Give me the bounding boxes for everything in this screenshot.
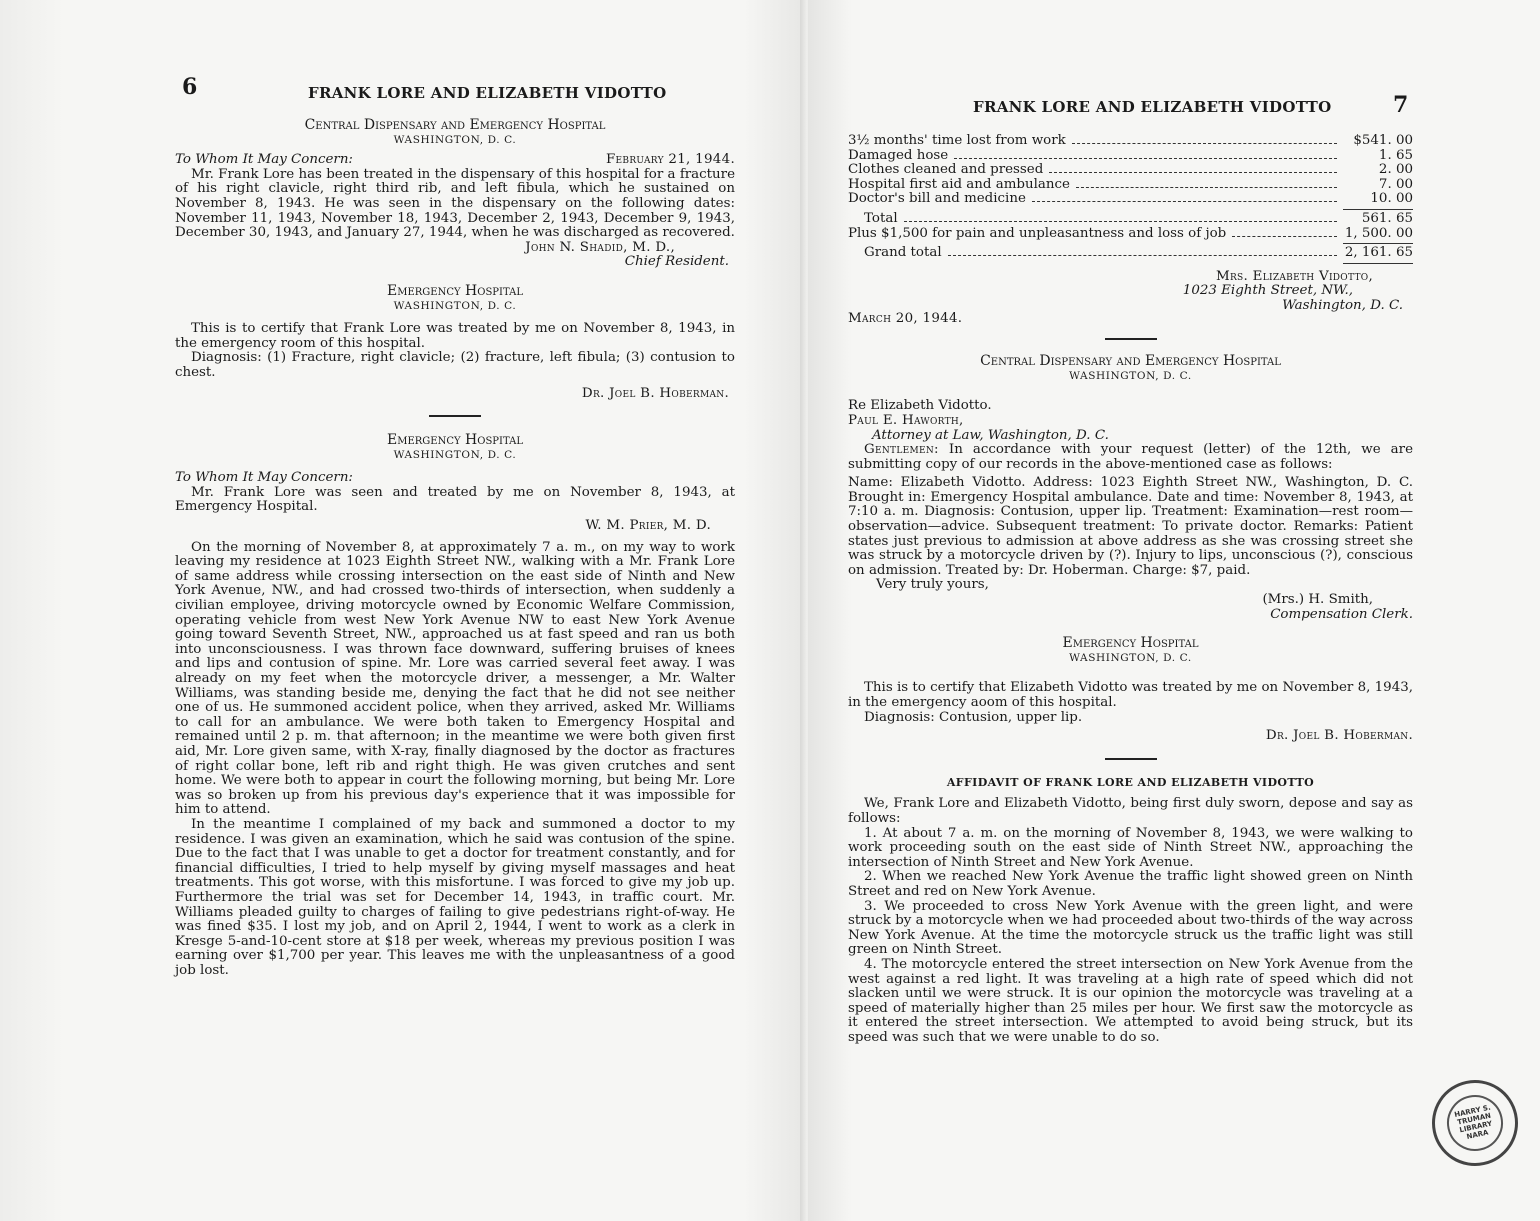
letter2-diagnosis: Diagnosis: (1) Fracture, right clavicle; (2) fracture, left fibula; (3) contusion to chest. <box>175 350 735 380</box>
statement-paragraph-2: In the meantime I complained of my back and summoned a doctor to my residence. I was given an examination, which he said was contusion of the spine. Due to the fact that I was unable to get a doctor for treatment constantly, and for financial difficulties, I tried to help myself by giving myself massages and heat treatments. This got worse, with this misfortune. I was forced to give my job up. Furthermore the trial was set for December 14, 1943, in traffic court. Mr. Williams pleaded guilty to charges of failing to give pedestrians right-of-way. He was fined $35. I lost my job, and on April 2, 1944, I went to work as a clerk in Kresge 5-and-10-cent store at $18 per week, whereas my previous position I was earning over $1,700 per year. This leaves me with the unpleasantness of a good job lost. <box>175 816 735 978</box>
claimant-name: Mrs. Elizabeth Vidotto, <box>1215 268 1373 284</box>
claim-date: March 20, 1944. <box>848 310 963 326</box>
letter1-salutation: To Whom It May Concern: <box>175 152 353 168</box>
expense-row: Doctor's bill and medicine 10. 00 <box>848 191 1413 207</box>
expense-grand-total-row: Grand total 2, 161. 65 <box>864 245 1413 261</box>
letter4-addressee: Paul E. Haworth, <box>848 412 964 428</box>
section-divider <box>429 415 481 417</box>
expense-row: Hospital first aid and ambulance 7. 00 <box>848 176 1413 192</box>
letter1-city: WASHINGTON, D. C. <box>393 133 517 146</box>
page-number: 6 <box>182 74 198 100</box>
expense-row: 3½ months' time lost from work $541. 00 <box>848 133 1413 148</box>
letter4-signer: (Mrs.) H. Smith, <box>1262 592 1373 608</box>
affidavit-heading: AFFIDAVIT OF FRANK LORE AND ELIZABETH VIDOTTO <box>946 775 1315 789</box>
letter1-signer-title: Chief Resident. <box>624 254 729 270</box>
letter4-city: WASHINGTON, D. C. <box>1069 369 1192 382</box>
expense-row: Damaged hose 1. 65 <box>848 147 1413 163</box>
letter4-addressee-title: Attorney at Law, Washington, D. C. <box>872 427 1109 443</box>
letter2-body: This is to certify that Frank Lore was treated by me on November 8, 1943, in the emergency room of this hospital. <box>175 321 735 351</box>
section-divider <box>1105 338 1157 340</box>
letter1-signer: John N. Shadid, M. D., <box>525 239 675 255</box>
letter3-salutation: To Whom It May Concern: <box>175 470 353 486</box>
letter1-date: February 21, 1944. <box>605 152 735 168</box>
letter4-record: Name: Elizabeth Vidotto. Address: 1023 Eighth Street NW., Washington, D. C. Brought in: Emergency Hospital ambulance. Date and time: November 8, 1943, at 7:10 a. m. Diagnosis: Contusion, upper lip. Treatment: Examination—rest room—observation—advice. Subsequent treatment: To private doctor. Remarks: Patient states just previous to admission at above address as she was crossing street she was struck by a motorcycle driven by (?). Injury to lips, unconscious (?), conscious on admission. Treated by: Dr. Hoberman. Charge: $7, paid. <box>848 475 1413 578</box>
right-column <box>848 134 1413 1045</box>
expense-row: Clothes cleaned and pressed 2. 00 <box>848 162 1413 178</box>
letter2-institution: Emergency Hospital <box>387 282 523 299</box>
left-column <box>175 118 735 978</box>
running-head: FRANK LORE AND ELIZABETH VIDOTTO <box>973 98 1332 116</box>
letter4-signer-title: Compensation Clerk. <box>1270 606 1413 622</box>
letter4-re: Re Elizabeth Vidotto. <box>848 398 992 414</box>
section-divider <box>1105 758 1157 760</box>
letter1-body: Mr. Frank Lore has been treated in the dispensary of this hospital for a fracture of his right clavicle, right third rib, and left fibula, which he sustained on November 8, 1943. He was seen in the dispensary on the following dates: November 11, 1943, November 18, 1943, December 2, 1943, December 9, 1943, December 30, 1943, and January 27, 1944, when he was discharged as recovered. <box>175 166 735 241</box>
letter1-institution: Central Dispensary and Emergency Hospital <box>304 117 606 133</box>
letter5-institution: Emergency Hospital <box>1062 635 1199 652</box>
stamp-text: HARRY S. TRUMAN LIBRARY NARA <box>1453 1103 1493 1141</box>
running-head: FRANK LORE AND ELIZABETH VIDOTTO <box>308 84 667 102</box>
statement-paragraph-1: On the morning of November 8, at approximately 7 a. m., on my way to work leaving my residence at 1023 Eighth Street NW., walking with a Mr. Frank Lore of same address while crossing intersection on the east side of Ninth and New York Avenue, NW., and had crossed two-thirds of intersection, when suddenly a civilian employee, driving motorcycle owned by Economic Welfare Commission, operating vehicle from west New York Avenue NW to east New York Avenue going toward Seventh Street, NW., approached us at fast speed and ran us both into unconsciousness. I was thrown face downward, suffering bruises of knees and lips and contusion of spine. Mr. Lore was carried several feet away. I was already on my feet when the motorcycle driver, a messenger, a Mr. Walter Williams, was standing beside me, denying the fact that he did not see neither one of us. He summoned accident police, when they arrived, asked Mr. Williams to call for an ambulance. We were both taken to Emergency Hospital and remained until 2 p. m. that afternoon; in the meantime we were both given first aid, Mr. Lore given same, with X-ray, finally diagnosed by the doctor as fractures of right collar bone, left rib and right thigh. He was given crutches and sent home. We were both to appear in court the following morning, but being Mr. Lore was so broken up from his previous day's experience that it was impossible for him to attend. <box>175 539 735 818</box>
right-page <box>808 0 1540 1221</box>
letter4-body: In accordance with your request (letter) of the 12th, we are submitting copy of our records in the above-mentioned case as follows: <box>848 442 1413 472</box>
letter5-body: This is to certify that Elizabeth Vidotto was treated by me on November 8, 1943, in the emergency aoom of this hospital. <box>848 680 1413 710</box>
letter4-institution: Central Dispensary and Emergency Hospital <box>980 353 1281 370</box>
affidavit-item: 1. At about 7 a. m. on the morning of November 8, 1943, we were walking to work proceeding south on the east side of Ninth Street NW., approaching the intersection of Ninth Street and New York Avenue. <box>848 825 1413 870</box>
expense-plus-row: Plus $1,500 for pain and unpleasantness and loss of job 1, 500. 00 <box>848 225 1413 241</box>
letter3-city: WASHINGTON, D. C. <box>393 448 517 461</box>
letter2-signer: Dr. Joel B. Hoberman. <box>581 385 729 401</box>
letter3-signer: W. M. Prier, M. D. <box>585 518 711 534</box>
claimant-address-2: Washington, D. C. <box>1282 297 1403 313</box>
letter5-city: WASHINGTON, D. C. <box>1069 651 1192 664</box>
letter5-signer: Dr. Joel B. Hoberman. <box>1265 728 1413 744</box>
claimant-address-1: 1023 Eighth Street, NW., <box>1182 283 1353 299</box>
letter2-city: WASHINGTON, D. C. <box>393 299 517 312</box>
page-number: 7 <box>1393 92 1409 118</box>
expense-total-row: Total 561. 65 <box>864 210 1413 226</box>
affidavit-item: 3. We proceeded to cross New York Avenue with the green light, and were struck by a motorcycle when we had proceeded about two-thirds of the way across New York Avenue. At the time the motorcycle struck us the traffic light was still green on Ninth Street. <box>848 898 1413 958</box>
letter3-institution: Emergency Hospital <box>387 432 523 449</box>
letter4-closing: Very truly yours, <box>876 577 989 593</box>
letter5-diagnosis: Diagnosis: Contusion, upper lip. <box>864 709 1083 725</box>
letter3-body: Mr. Frank Lore was seen and treated by me on November 8, 1943, at Emergency Hospital. <box>175 484 735 515</box>
expense-table <box>848 134 1413 264</box>
letter4-greeting: Gentlemen: <box>864 442 939 458</box>
affidavit-intro: We, Frank Lore and Elizabeth Vidotto, being first duly sworn, depose and say as follows: <box>848 796 1413 826</box>
affidavit-item: 2. When we reached New York Avenue the traffic light showed green on Ninth Street and red on New York Avenue. <box>848 869 1413 899</box>
affidavit-item: 4. The motorcycle entered the street intersection on New York Avenue from the west against a red light. It was traveling at a high rate of speed which did not slacken until we were struck. It is our opinion the motorcycle was traveling at a speed of materially higher than 25 miles per hour. We first saw the motorcycle as it entered the street intersection. We attempted to avoid being struck, but its speed was such that we were unable to do so. <box>848 956 1413 1045</box>
